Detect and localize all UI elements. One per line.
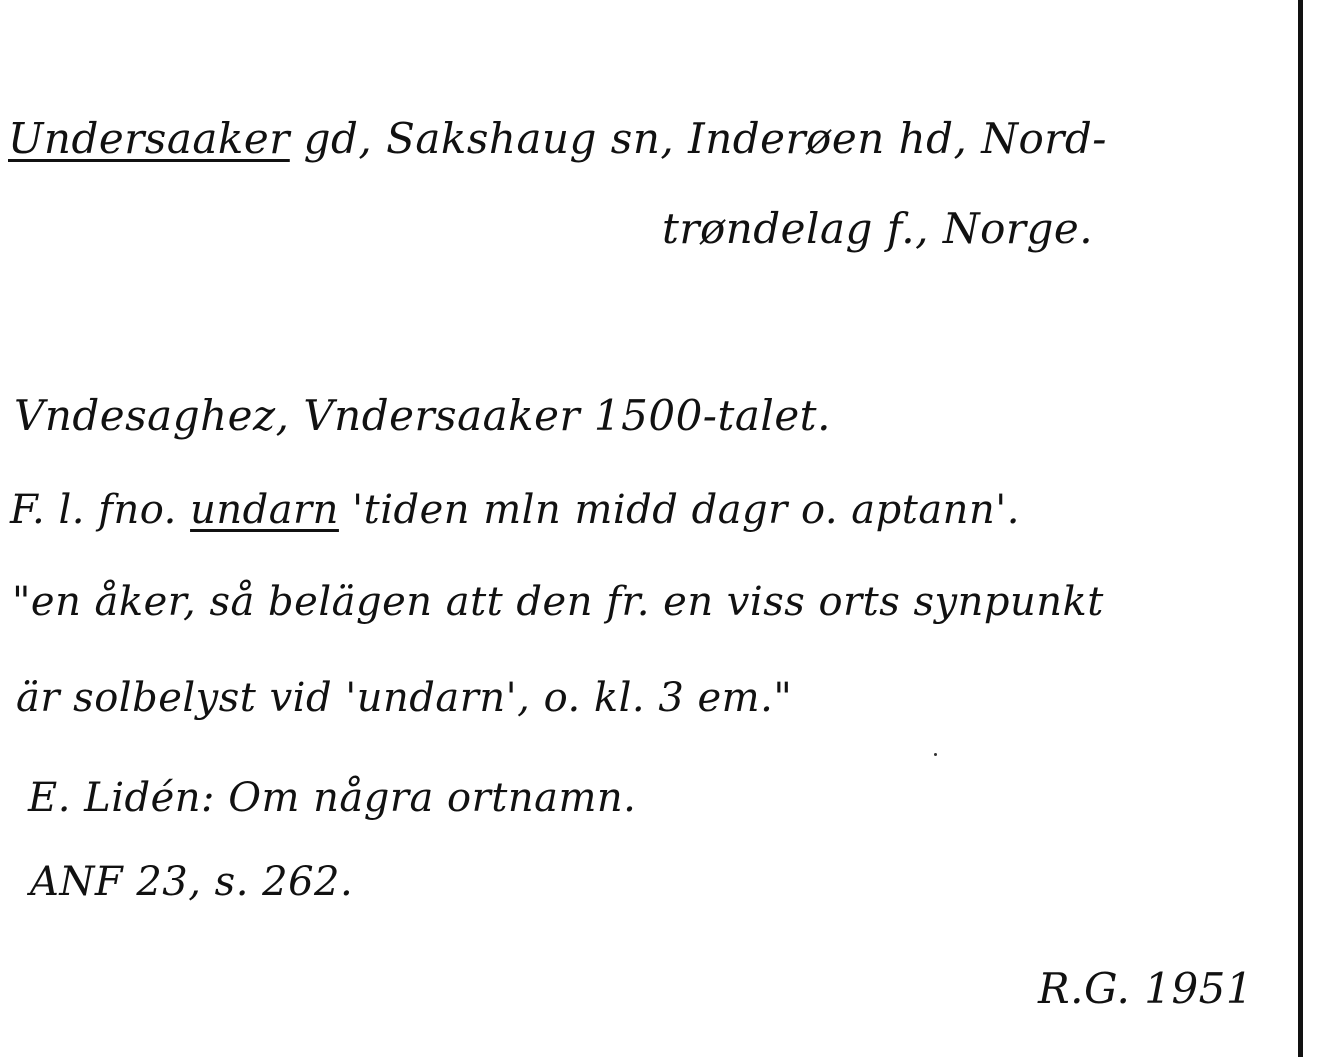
ink-speck <box>934 753 937 756</box>
head-word: Undersaaker <box>8 114 290 163</box>
signature: R.G. 1951 <box>1038 964 1254 1013</box>
heading-continuation: trøndelag f., Norge. <box>662 204 1094 253</box>
historical-forms: Vndesaghez, Vndersaaker 1500-talet. <box>14 391 831 440</box>
source-author: E. Lidén: Om några ortnamn. <box>28 775 637 821</box>
source-reference: ANF 23, s. 262. <box>30 859 354 905</box>
heading-location: gd, Sakshaug sn, Inderøen hd, Nord- <box>289 114 1107 163</box>
card-edge-rule <box>1298 0 1303 1057</box>
quote-line: "en åker, så belägen att den fr. en viss orts synpunkt <box>12 579 1104 625</box>
etymology-line <box>10 487 1020 533</box>
etymology-gloss: 'tiden mln midd dagr o. aptann'. <box>338 487 1020 533</box>
heading-line <box>8 114 1107 163</box>
etymology-prefix: F. l. fno. <box>10 487 191 533</box>
quote-continuation: är solbelyst vid 'undarn', o. kl. 3 em." <box>16 675 793 721</box>
etymology-term: undarn <box>190 487 339 533</box>
